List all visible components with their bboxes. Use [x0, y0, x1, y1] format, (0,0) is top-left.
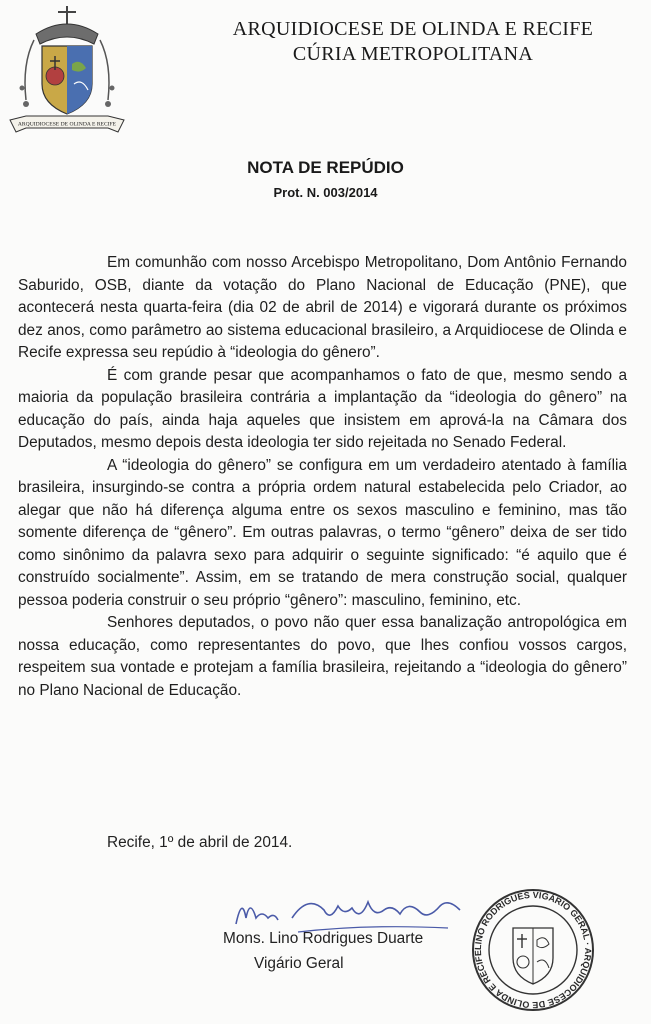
paragraph: A “ideologia do gênero” se configura em um verdadeiro atentado à família brasileira, insurgindo-se contra a própria ordem natural estabelecida pelo Criador, ao alegar que não há diferença alguma entre os sexos masculino e feminino, mas tão somente diferença de “gênero”. Em outras palavras, o termo “gênero” deixa de ser tido como sinônimo da palavra sexo para adquirir o seguinte significado: “é aquilo que é construído socialmente”. Assim, em se tratando de mera construção social, qualquer pessoa poderia construir o seu próprio “gênero”: masculino, feminino, etc.: [18, 456, 627, 609]
document-date: Recife, 1º de abril de 2014.: [107, 834, 293, 851]
stamp-ring-text: LINO RODRIGUES VIGÁRIO GERAL · ARQUIDIOCESE DE OLINDA E RECIFE: [472, 889, 594, 1011]
signatory-name: Mons. Lino Rodrigues Duarte: [223, 930, 424, 947]
coat-of-arms-logo: [6, 4, 128, 140]
signatory-role: Vigário Geral: [254, 955, 344, 972]
document-body: [18, 252, 627, 702]
paragraph: É com grande pesar que acompanhamos o fato de que, mesmo sendo a maioria da população brasileira contrária a implantação da “ideologia do gênero” na educação do país, ainda haja aqueles que insistem em aprová-la na Câmara dos Deputados, mesmo depois desta ideologia ter sido rejeitada no Senado Federal.: [18, 366, 627, 451]
document-title: NOTA DE REPÚDIO: [247, 158, 404, 177]
header-curia: CÚRIA METROPOLITANA: [292, 43, 534, 65]
protocol-number: Prot. N. 003/2014: [273, 185, 378, 200]
paragraph: Senhores deputados, o povo não quer essa banalização antropológica em nossa educação, como representantes do povo, que lhes confiou vossos cargos, respeitem sua vontade e protejam a família brasileira, rejeitando a “ideologia do gênero” no Plano Nacional de Educação.: [18, 614, 627, 699]
coat-ribbon-text: ARQUIDIOCESE DE OLINDA E RECIFE: [17, 121, 117, 128]
header-archdiocese: ARQUIDIOCESE DE OLINDA E RECIFE: [232, 18, 594, 40]
official-stamp: [459, 888, 607, 1012]
paragraph: Em comunhão com nosso Arcebispo Metropolitano, Dom Antônio Fernando Saburido, OSB, diante da votação do Plano Nacional de Educação (PNE), que acontecerá nesta quarta-feira (dia 02 de abril de 2014) e vigorará durante os próximos dez anos, como parâmetro ao sistema educacional brasileiro, a Arquidiocese de Olinda e Recife expressa seu repúdio à “ideologia do gênero”.: [18, 254, 627, 361]
